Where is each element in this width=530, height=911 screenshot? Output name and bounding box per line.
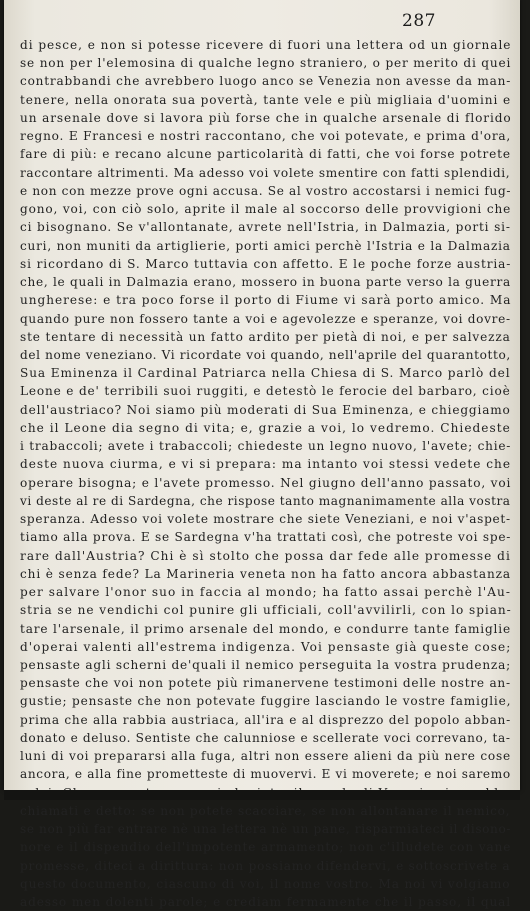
text-line: contrabbandi che avrebbero luogo anco se Venezia non avesse da man- — [20, 74, 512, 89]
text-line: Leone e de' terribili suoi ruggiti, e detestò le ferocie del barbaro, cioè — [20, 384, 511, 399]
text-line: tare l'arsenale, il primo arsenale del mondo, e condurre tante famiglie — [20, 621, 511, 636]
text-line: curi, non muniti da artiglierie, porti amici perchè l'Istria e la Dalmazia — [20, 238, 511, 253]
text-line: rare dall'Austria? Chi è sì stolto che possa dar fede alle promesse di — [20, 548, 511, 563]
text-line: tenere, nella onorata sua povertà, tante vele e più migliaia d'uomini e — [20, 92, 511, 107]
text-line: questo documento, ciascuno di voi, il nome vostro. Ma noi vi volgiamo — [20, 876, 511, 891]
text-line: quando pure non fossero tante a voi e agevolezze e speranze, voi dovre- — [20, 311, 511, 326]
text-line: ancora, e alla fine prometteste di muovervi. E vi moverete; e noi saremo — [20, 767, 511, 782]
text-line: se non più far entrare nè una lettera nè un pane, risparmiateci il disono- — [20, 822, 512, 837]
text-line: regno. E Francesi e nostri raccontano, che voi potevate, e prima d'ora, — [20, 129, 512, 144]
text-line: ste tentare di necessità un fatto ardito per pietà di noi, e per salvezza — [20, 329, 511, 344]
text-line: e non con mezze prove ogni accusa. Se al vostro accostarsi i nemici fug- — [20, 183, 512, 198]
text-line: per salvare l'onor suo in faccia al mondo; ha fatto assai perchè l'Au- — [20, 585, 512, 600]
text-line: vi deste al re di Sardegna, che rispose tanto magnanimamente alla vostra — [20, 493, 511, 508]
text-line: luni di voi prepararsi alla fuga, altri non essere alieni da più nere cose — [20, 749, 511, 764]
text-line: chi è senza fede? La Marineria veneta non ha fatto ancora abbastanza — [20, 566, 511, 581]
page-number: 287 — [402, 11, 436, 31]
text-line: se non per l'elemosina di qualche legno straniero, o per merito di quei — [20, 56, 512, 71]
text-line: promesse, diteci a dirittura: non possiamo difendervi, e sottoscrivete a — [20, 858, 511, 873]
text-line: ci bisognano. Se v'allontanate, avrete nell'Istria, in Dalmazia, porti si- — [20, 220, 511, 235]
text-line: operare bisogna; e l'avete promesso. Nel giugno dell'anno passato, voi — [20, 475, 512, 490]
text-line: i trabaccoli; avete i trabaccoli; chiedeste un legno nuovo, l'avete; chie- — [20, 439, 512, 454]
text-line: Sua Eminenza il Cardinal Patriarca nella Chiesa di S. Marco parlò del — [20, 366, 511, 381]
text-line: fare di più: e recano alcune particolarità di fatti, che voi forse potrete — [20, 147, 511, 162]
text-line: pensaste agli scherni de'quali il nemico perseguita la vostra prudenza; — [20, 657, 511, 672]
text-line: adesso men dolenti parole; e crediam fermamente che il passo, il qual — [20, 895, 512, 910]
body-text — [20, 36, 510, 911]
text-line: gono, voi, con ciò solo, aprite il male al soccorso delle provvigioni che — [20, 202, 512, 217]
text-line: prima che alla rabbia austriaca, all'ira e al disprezzo del popolo abban- — [20, 712, 511, 727]
text-line: tiamo alla prova. E se Sardegna v'ha trattati così, che potreste voi spe- — [20, 530, 512, 545]
text-line: donato e deluso. Sentiste che calunniose e scellerate voci correvano, ta- — [20, 730, 511, 745]
text-line: deste nuova ciurma, e vi si prepara: ma intanto voi stessi vedete che — [20, 457, 511, 472]
text-line: un arsenale dove si lavora più forse che in qualche arsenale di florido — [20, 110, 512, 125]
text-line: di pesce, e non si potesse ricevere di fuori una lettera od un giornale — [20, 38, 512, 52]
text-line: che il Leone dia segno di vita; e, grazie a voi, lo vedremo. Chiedeste — [20, 420, 511, 435]
text-line: dell'austriaco? Noi siamo più moderati di Sua Eminenza, e chieggiamo — [20, 402, 511, 417]
text-line: chiamati e detto: se non potete scacciare, se non allontanare il nemico, — [20, 803, 511, 818]
text-line: stria se ne vendichi col punire gli ufficiali, coll'avvilirli, con lo spian- — [20, 603, 512, 618]
text-line: d'operai valenti all'estrema indigenza. Voi pensaste già queste cose; — [20, 639, 512, 654]
text-line: speranza. Adesso voi volete mostrare che siete Veneziani, e noi v'aspet- — [20, 512, 511, 527]
text-line: si ricordano di S. Marco tuttavia con affetto. E le poche forze austria- — [20, 256, 512, 271]
text-line: pensaste che voi non potete più rimanervene testimoni delle nostre an- — [20, 676, 511, 691]
text-line: ungherese: e tra poco forse il porto di Fiume vi sarà porto amico. Ma — [20, 293, 512, 308]
book-page — [4, 0, 520, 910]
text-line: raccontare altrimenti. Ma adesso voi volete smentire con fatti splendidi, — [20, 165, 511, 180]
text-line: del nome veneziano. Vi ricordate voi quando, nell'aprile del quarantotto, — [20, 347, 511, 362]
text-line: gustie; pensaste che non potevate fuggire lasciando le vostre famiglie, — [20, 694, 512, 709]
scan-border — [4, 790, 520, 800]
text-line: che, le quali in Dalmazia erano, mossero in buona parte verso la guerra — [20, 275, 511, 290]
text-line: nore e il dispendio dell'impotente armamento; non c'illudete con vane — [20, 840, 512, 855]
